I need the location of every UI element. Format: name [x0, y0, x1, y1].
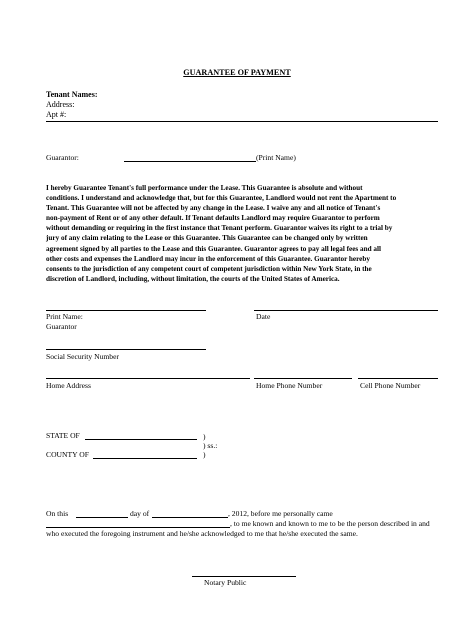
state-of-label: STATE OF — [46, 431, 80, 440]
paragraph-line: non-payment of Rent or of any other default. If Tenant defaults Landlord may require Guarantor to perform — [46, 214, 380, 223]
tenant-divider — [46, 121, 438, 122]
cell-phone-line[interactable] — [358, 378, 438, 379]
county-field[interactable] — [93, 458, 197, 459]
paren-bottom: ) — [203, 450, 206, 459]
home-phone-label: Home Phone Number — [256, 381, 323, 390]
paragraph-line: other costs and expenses the Landlord may incur in the enforcement of this Guarantee. Guarantor hereby — [46, 254, 370, 263]
paragraph-line: Tenant. This Guarantee will not be affected by any change in the Lease. I waive any and all notice of Tenant's — [46, 204, 381, 213]
notary-signature-line[interactable] — [192, 576, 296, 577]
day-field[interactable] — [76, 517, 128, 518]
on-this-label: On this — [46, 509, 69, 518]
paragraph-line: discretion of Landlord, including, without limitation, the courts of the United States of America. — [46, 274, 340, 283]
date-line[interactable] — [254, 310, 438, 311]
guarantor-signature-line[interactable] — [46, 310, 206, 311]
print-name-label: Print Name: — [46, 312, 83, 321]
month-field[interactable] — [152, 517, 228, 518]
apt-label: Apt #: — [46, 110, 67, 119]
print-name-hint: (Print Name) — [256, 153, 296, 162]
tenant-names-label: Tenant Names: — [46, 90, 98, 99]
date-label: Date — [256, 312, 271, 321]
address-label: Address: — [46, 100, 75, 109]
guarantor-caption: Guarantor — [46, 322, 77, 331]
ss-label: ) ss.: — [203, 441, 218, 450]
cell-phone-label: Cell Phone Number — [360, 381, 421, 390]
county-of-label: COUNTY OF — [46, 450, 89, 459]
home-address-line[interactable] — [46, 378, 250, 379]
paragraph-line: consents to the jurisdiction of any competent court of competent jurisdiction within New York State, in the — [46, 264, 372, 273]
guarantor-name-field[interactable] — [124, 161, 256, 162]
notary-public-label: Notary Public — [204, 578, 247, 587]
paragraph-line: conditions. I understand and acknowledge that, but for this Guarantee, Landlord would not rent the Apartment to — [46, 194, 397, 203]
paragraph-line: jury of any claim relating to the Lease or this Guarantee. This Guarantee can be changed only by written — [46, 234, 368, 243]
guarantee-paragraph — [46, 183, 438, 284]
paragraph-line: without demanding or requiring in the first instance that Tenant perform. Guarantor waives its right to a trial by — [46, 224, 393, 233]
known-text: , to me known and known to me to be the person described in and — [230, 519, 430, 528]
home-address-label: Home Address — [46, 381, 91, 390]
state-field[interactable] — [85, 439, 197, 440]
paren-top: ) — [203, 432, 206, 441]
day-of-label: day of — [130, 509, 150, 518]
ssn-line[interactable] — [46, 349, 206, 350]
document-title: GUARANTEE OF PAYMENT — [183, 68, 291, 77]
person-name-field[interactable] — [46, 527, 230, 528]
year-text: , 2012, before me personally came — [228, 509, 333, 518]
executed-text: who executed the foregoing instrument and he/she acknowledged to me that he/she executed the same. — [46, 529, 358, 538]
paragraph-line: I hereby Guarantee Tenant's full performance under the Lease. This Guarantee is absolute and without — [46, 184, 363, 192]
guarantor-label: Guarantor: — [46, 153, 79, 162]
home-phone-line[interactable] — [254, 378, 352, 379]
ssn-label: Social Security Number — [46, 352, 119, 361]
paragraph-line: agreement signed by all parties to the Lease and this Guarantee. Guarantor agrees to pay all legal fees and all — [46, 244, 382, 253]
